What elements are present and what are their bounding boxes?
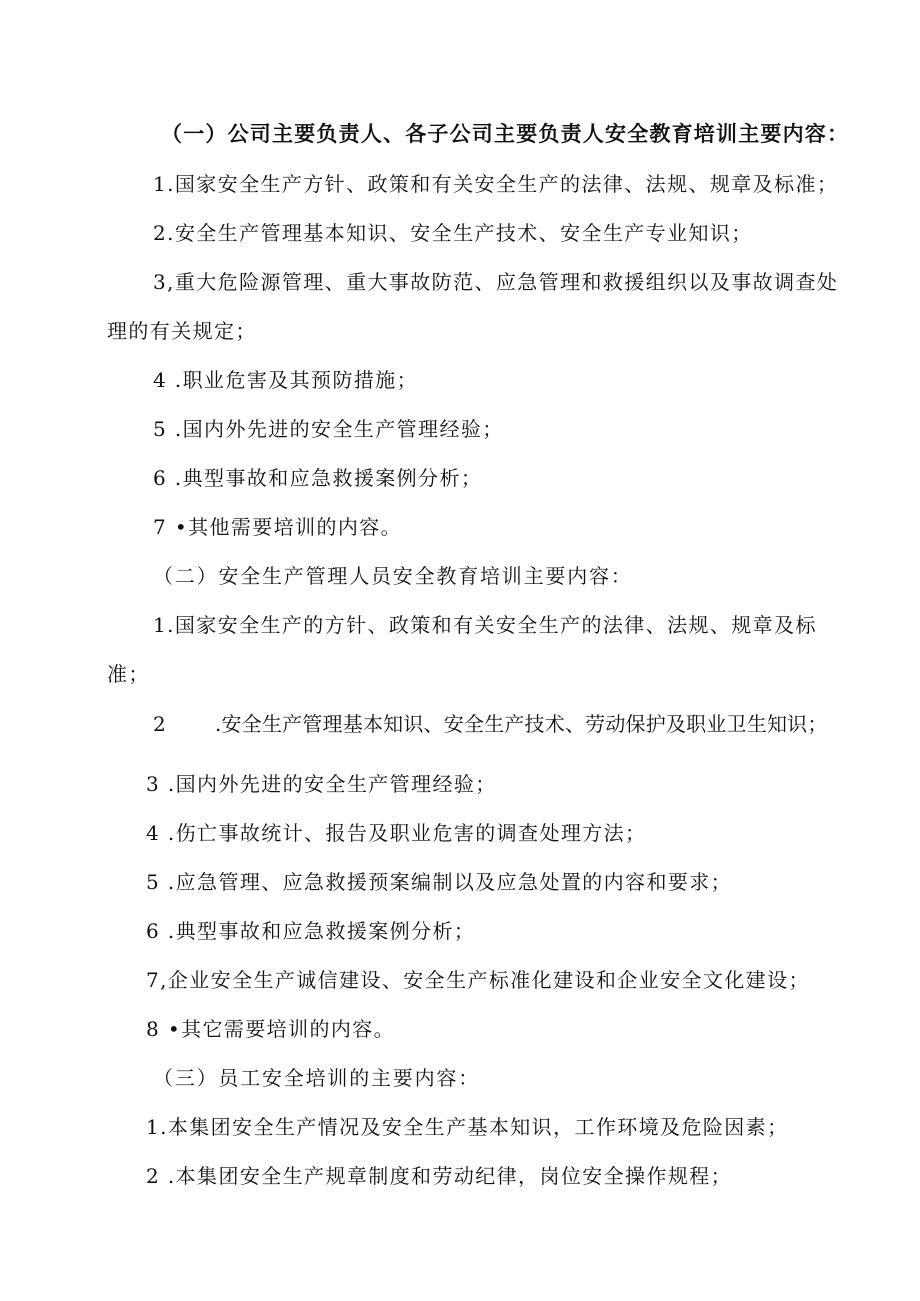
section-2-item-5: 5 .应急管理、应急救援预案编制以及应急处置的内容和要求； (146, 870, 733, 894)
section-2-item-1-continued: 准； (107, 662, 150, 686)
section-2-item-8: 8 •其它需要培训的内容。 (146, 1017, 396, 1041)
section-2-item-7: 7,企业安全生产诚信建设、安全生产标准化建设和企业安全文化建设； (146, 968, 810, 992)
section-1-item-6: 6 .典型事故和应急救援案例分析； (153, 466, 483, 490)
section-3-heading: （三）员工安全培训的主要内容： (153, 1066, 480, 1090)
section-1-item-2: 2.安全生产管理基本知识、安全生产技术、安全生产专业知识； (153, 221, 753, 245)
section-1-item-3-continued: 理的有关规定； (107, 319, 257, 343)
section-2-item-6: 6 .典型事故和应急救援案例分析； (146, 919, 476, 943)
section-2-item-4: 4 .伤亡事故统计、报告及职业危害的调查处理方法； (146, 821, 647, 845)
section-3-item-1: 1.本集团安全生产情况及安全生产基本知识，工作环境及危险因素； (146, 1115, 789, 1139)
section-2-item-3: 3 .国内外先进的安全生产管理经验； (146, 772, 497, 796)
section-3-item-2: 2 .本集团安全生产规章制度和劳动纪律，岗位安全操作规程； (146, 1164, 733, 1188)
section-1-item-3: 3,重大危险源管理、重大事故防范、应急管理和救援组织以及事故调查处 (153, 270, 839, 294)
section-1-item-1: 1.国家安全生产方针、政策和有关安全生产的法律、法规、规章及标准； (153, 172, 839, 196)
section-2-item-1: 1.国家安全生产的方针、政策和有关安全生产的法律、法规、规章及标 (153, 613, 817, 637)
section-2-item-2: .安全生产管理基本知识、安全生产技术、劳动保护及职业卫生知识； (215, 712, 828, 736)
section-1-heading: （一）公司主要负责人、各子公司主要负责人安全教育培训主要内容： (161, 121, 850, 146)
section-1-item-7: 7 •其他需要培训的内容。 (153, 515, 403, 539)
section-2-item-2-number: 2 (153, 712, 168, 736)
section-1-item-5: 5 .国内外先进的安全生产管理经验； (153, 417, 504, 441)
section-1-item-4: 4 .职业危害及其预防措施； (153, 368, 419, 392)
section-2-heading: （二）安全生产管理人员安全教育培训主要内容： (153, 564, 633, 588)
